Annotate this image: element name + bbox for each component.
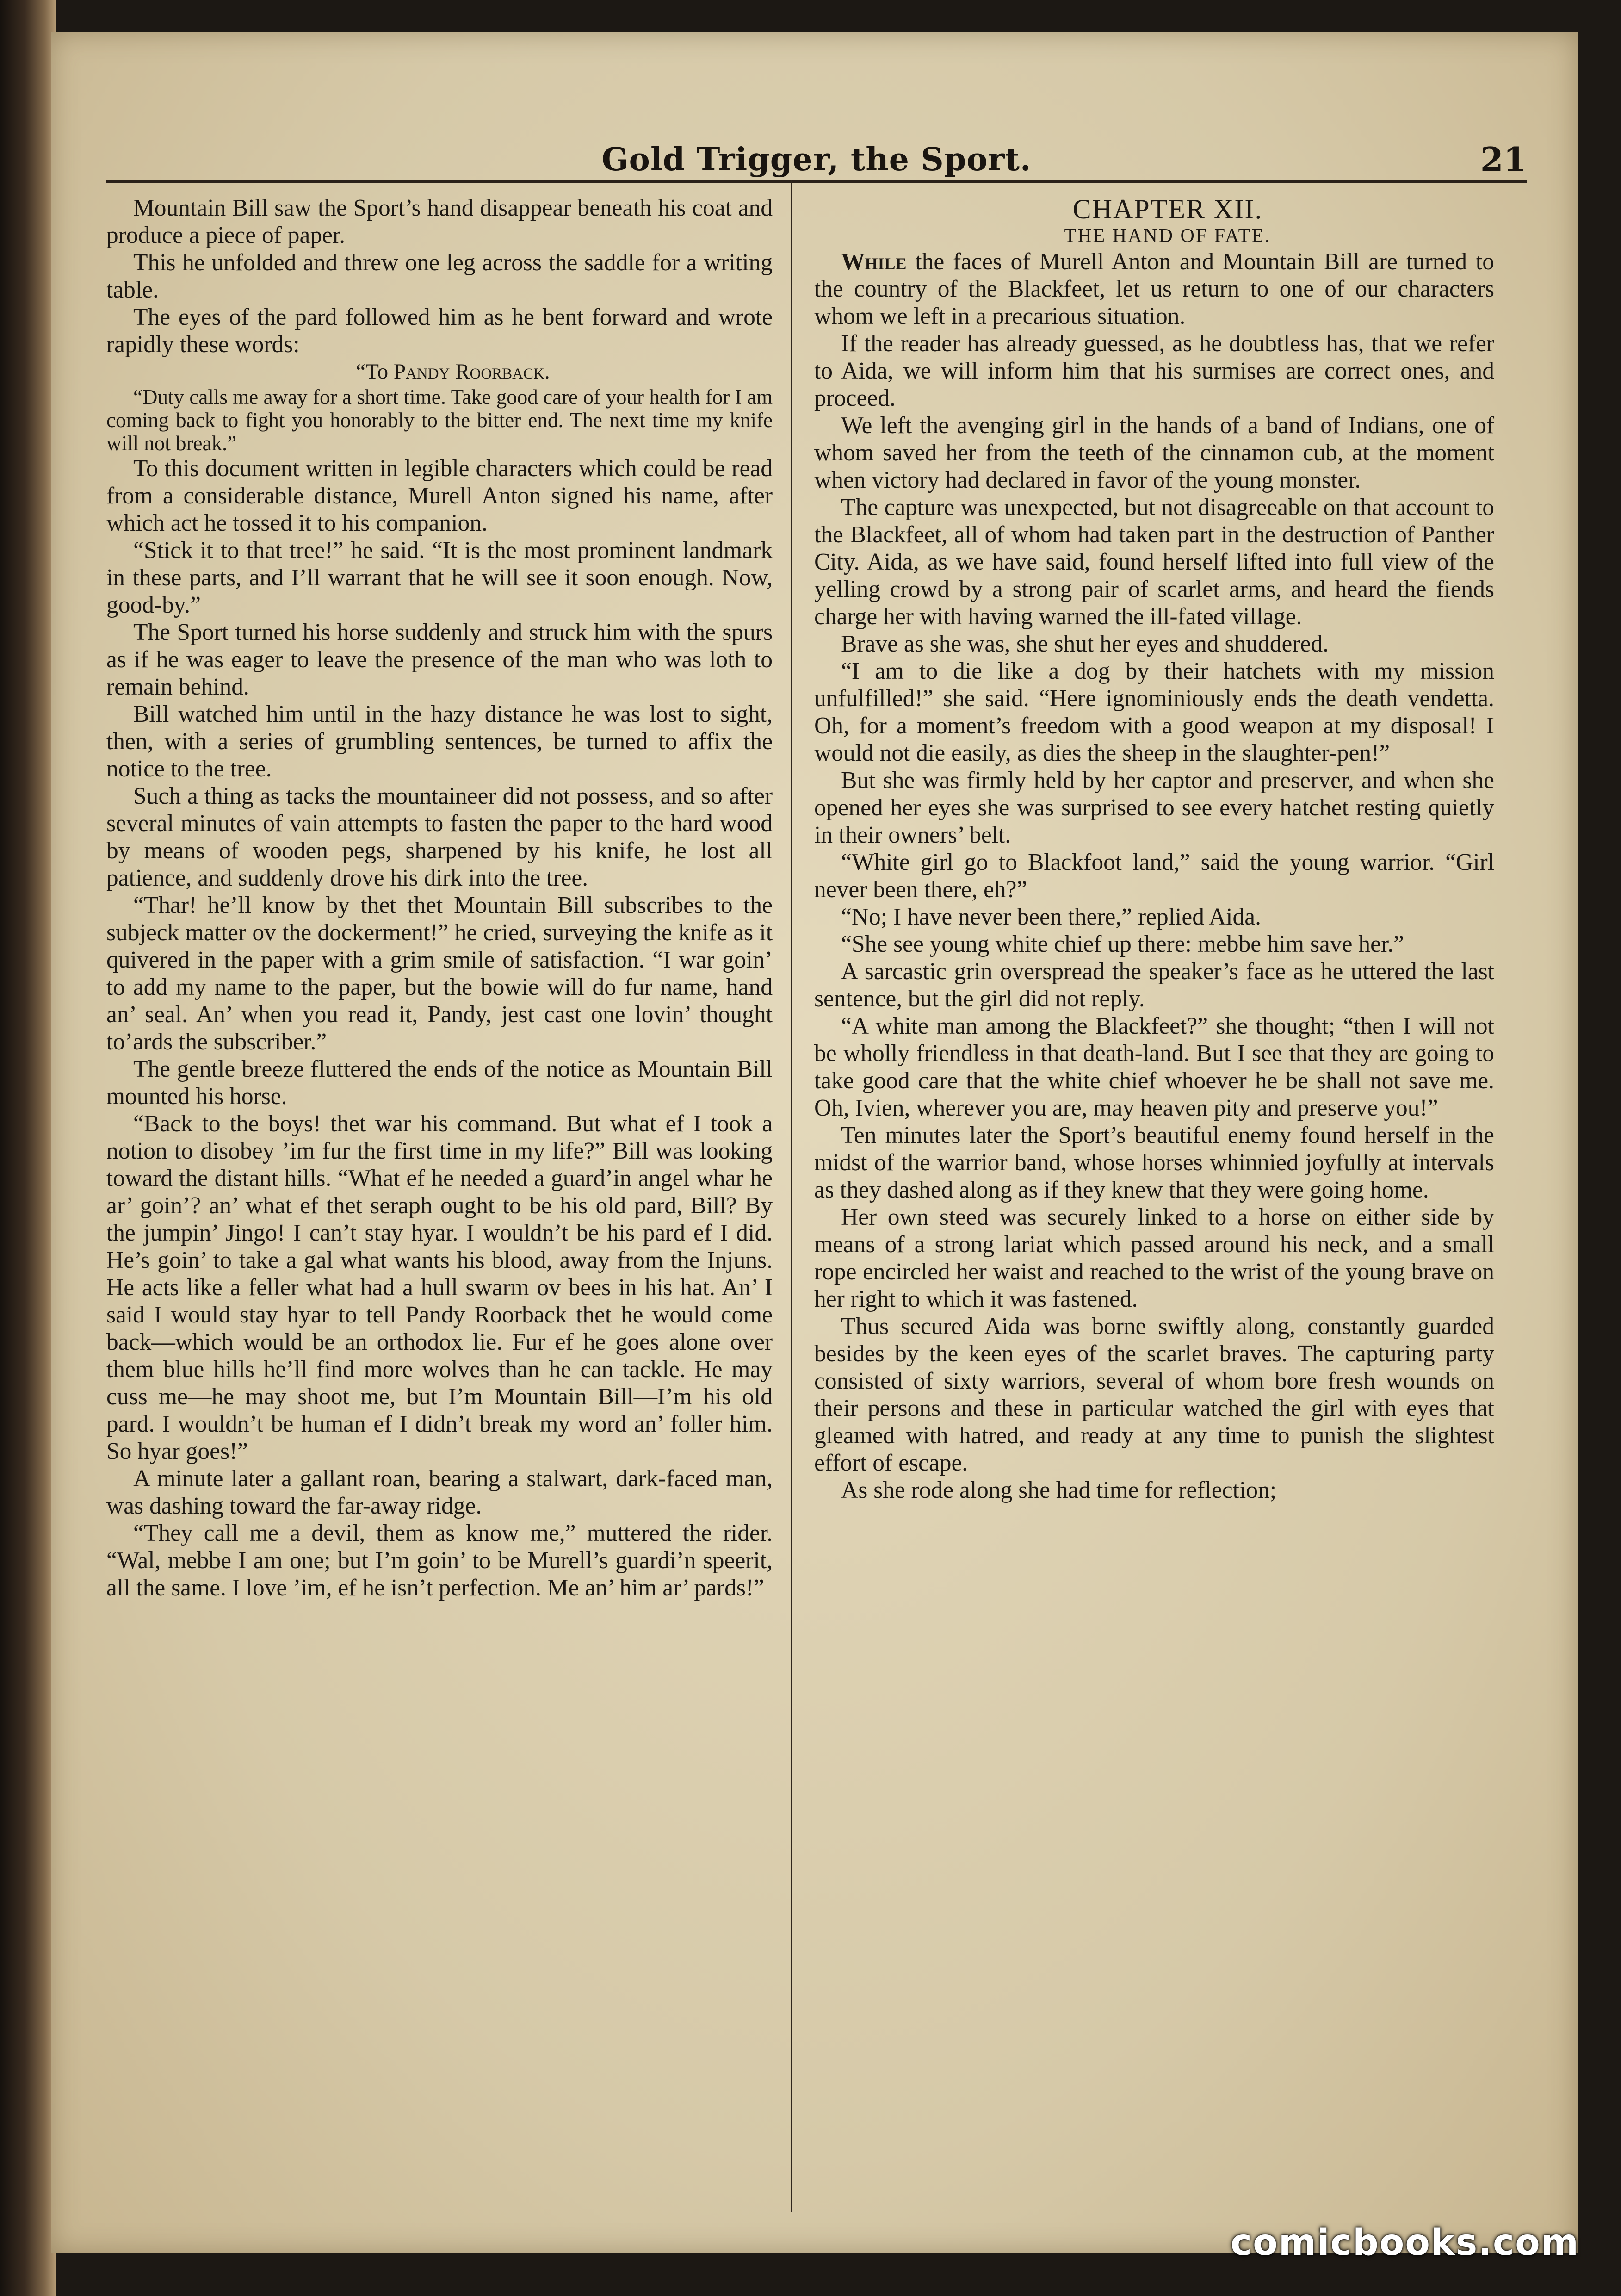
paragraph: “A white man among the Blackfeet?” she thought; “then I will not be wholly friendless in that death-land. But I see that they are going to take good care that the white chief whoever he be shall not save me. Oh, Ivien, wherever you are, may heaven pity and preserve you!” [814, 1013, 1494, 1121]
paragraph: Ten minutes later the Sport’s beautiful enemy found herself in the midst of the warrior band, whose horses whinnied joyfully at intervals as they dashed along as if they knew that they were going home. [814, 1122, 1494, 1203]
paragraph: Such a thing as tacks the mountaineer did not possess, and so after several minutes of vain attempts to fasten the paper to the hard wood by means of wooden pegs, sharpened by his knife, he lost all patience, and suddenly drove his dirk into the tree. [106, 783, 773, 891]
paragraph: “White girl go to Blackfoot land,” said the young warrior. “Girl never been there, eh?” [814, 849, 1494, 903]
paragraph: Her own steed was securely linked to a horse on either side by means of a strong lariat which passed around his neck, and a small rope encircled her waist and reached to the wrist of the young brave on her right to which it was fastened. [814, 1204, 1494, 1312]
watermark: comicbooks.com [1230, 2222, 1579, 2264]
paragraph: We left the avenging girl in the hands of a band of Indians, one of whom saved her from the teeth of the cinnamon cub, at the moment when victory had declared in favor of the young monster. [814, 412, 1494, 493]
note-heading-prefix: “To [356, 360, 394, 384]
paragraph: A sarcastic grin overspread the speaker’s face as he uttered the last sentence, but the girl did not reply. [814, 958, 1494, 1012]
paragraph: “Back to the boys! thet war his command. But what ef I took a notion to disobey ’im fur the first time in my life?” Bill was looking toward the distant hills. “What ef he needed a guard’in angel whar he ar’ goin’? an’ what ef thet seraph ought to be his old pard, Bill? By the jumpin’ Jingo! I can’t stay hyar. I wouldn’t be his pard ef I did. He’s goin’ to take a gal what wants his blood, away from the Injuns. He acts like a feller what had a hull swarm ov bees in his hat. An’ I said I would stay hyar to tell Pandy Roorback thet he would come back—which would be an orthodox lie. Fur ef he goes alone over them blue hills he’ll find more wolves than he can tackle. He may cuss me—he may shoot me, but I’m Mountain Bill—I’m his old pard. I wouldn’t be human ef I didn’t break my word an’ foller him. So hyar goes!” [106, 1111, 773, 1464]
chapter-title: CHAPTER XII. [1072, 194, 1263, 224]
paragraph: The capture was unexpected, but not disagreeable on that account to the Blackfeet, all of whom had taken part in the destruction of Panther City. Aida, as we have said, found herself lifted into full view of the yelling crowd by a strong pair of scarlet arms, and heard the fiends charge her with having warned the ill-fated village. [814, 494, 1494, 630]
paragraph [814, 248, 1494, 330]
paragraph: Mountain Bill saw the Sport’s hand disappear beneath his coat and produce a piece of paper. [106, 195, 773, 248]
paragraph: The gentle breeze fluttered the ends of the notice as Mountain Bill mounted his horse. [106, 1056, 773, 1110]
paragraph: A minute later a gallant roan, bearing a stalwart, dark-faced man, was dashing toward the far-away ridge. [106, 1465, 773, 1519]
lead-word: While [841, 248, 907, 275]
lead-paragraph-rest: the faces of Murell Anton and Mountain Bill are turned to the country of the Blackfeet, let us return to one of our characters whom we left in a precarious situation. [814, 248, 1494, 329]
note-heading [106, 358, 773, 385]
paragraph: If the reader has already guessed, as he doubtless has, that we refer to Aida, we will inform him that his surmises are correct ones, and proceed. [814, 330, 1494, 411]
page-header [106, 116, 1527, 183]
paragraph: As she rode along she had time for reflection; [841, 1477, 1277, 1503]
column-divider [791, 180, 792, 2212]
paragraph: Thus secured Aida was borne swiftly along, constantly guarded besides by the keen eyes of the scarlet braves. The capturing party consisted of sixty warriors, several of whom bore fresh wounds on their persons and these in particular watched the girl with eyes that gleamed with hatred, and ready at any time to punish the slightest effort of escape. [814, 1313, 1494, 1476]
paragraph: The eyes of the pard followed him as he bent forward and wrote rapidly these words: [106, 304, 773, 358]
paragraph: “I am to die like a dog by their hatchets with my mission unfulfilled!” she said. “Here ignominiously ends the death vendetta. Oh, for a moment’s freedom with a good weapon at my disposal! I would not die easily, as dies the sheep in the slaughter-pen!” [814, 658, 1494, 766]
paragraph: Brave as she was, she shut her eyes and shuddered. [841, 631, 1329, 657]
note-body: “Duty calls me away for a short time. Take good care of your health for I am coming back to fight you honorably to the bitter end. The next time my knife will not break.” [106, 385, 773, 455]
paragraph: The Sport turned his horse suddenly and struck him with the spurs as if he was eager to leave the presence of the man who was loth to remain behind. [106, 619, 773, 700]
right-column [814, 194, 1494, 1504]
paragraph: “She see young white chief up there: mebbe him save her.” [841, 931, 1404, 957]
paragraph: “They call me a devil, them as know me,” muttered the rider. “Wal, mebbe I am one; but I’m goin’ to be Murell’s guardi’n speerit, all the same. I love ’im, ef he isn’t perfection. Me an’ him ar’ pards!” [106, 1520, 773, 1601]
paragraph: “Stick it to that tree!” he said. “It is the most prominent landmark in these parts, and I’ll warrant that he will see it soon enough. Now, good-by.” [106, 537, 773, 618]
running-title: Gold Trigger, the Sport. [601, 141, 1032, 178]
paragraph: But she was firmly held by her captor and preserver, and when she opened her eyes she was surprised to see every hatchet resting quietly in their owners’ belt. [814, 767, 1494, 848]
paragraph: This he unfolded and threw one leg across the saddle for a writing table. [106, 249, 773, 303]
book-page [51, 32, 1578, 2253]
paragraph: To this document written in legible characters which could be read from a considerable distance, Murell Anton signed his name, after which act he tossed it to his companion. [106, 455, 773, 536]
chapter-subtitle: THE HAND OF FATE. [1064, 225, 1271, 247]
paragraph: Bill watched him until in the hazy distance he was lost to sight, then, with a series of grumbling sentences, be turned to affix the notice to the tree. [106, 701, 773, 782]
paragraph: “No; I have never been there,” replied Aida. [841, 904, 1261, 930]
book-binding-shadow [0, 0, 56, 2296]
paragraph: “Thar! he’ll know by thet thet Mountain Bill subscribes to the subjeck matter ov the dockerment!” he cried, surveying the knife as it quivered in the paper with a grim smile of satisfaction. “I war goin’ to add my name to the paper, but the bowie will do fur name, hand an’ seal. An’ when you read it, Pandy, jest cast one lovin’ thought to’ards the subscriber.” [106, 892, 773, 1055]
page-number: 21 [1480, 140, 1527, 179]
note-heading-name: Pandy Roorback. [393, 360, 550, 384]
left-column [106, 194, 773, 1601]
